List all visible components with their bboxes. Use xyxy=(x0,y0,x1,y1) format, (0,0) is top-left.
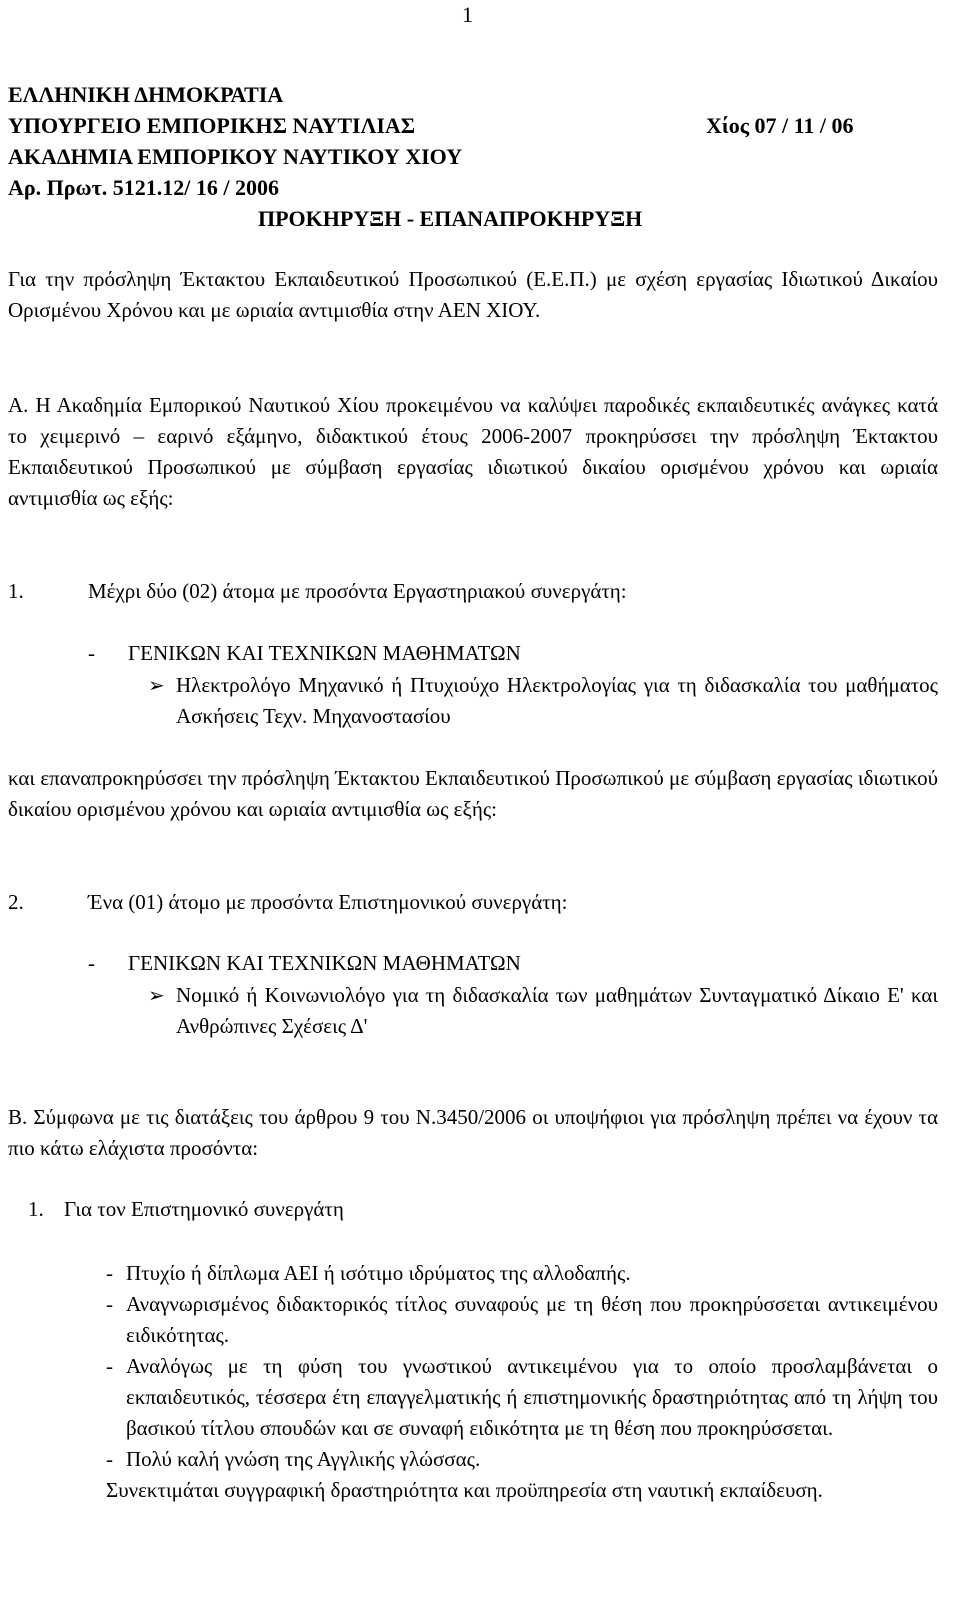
document-date: Χίος 07 / 11 / 06 xyxy=(706,113,854,138)
item-1-category-label: ΓΕΝΙΚΩΝ ΚΑΙ ΤΕΧΝΙΚΩΝ ΜΑΘΗΜΑΤΩΝ xyxy=(128,641,521,665)
requirement-item: - Πτυχίο ή δίπλωμα ΑΕΙ ή ισότιμο ιδρύματος της αλλοδαπής. xyxy=(106,1261,631,1285)
ministry-name: ΥΠΟΥΡΓΕΙΟ ΕΜΠΟΡΙΚΗΣ ΝΑΥΤΙΛΙΑΣ xyxy=(8,113,416,138)
section-a-paragraph: Α. Η Ακαδημία Εμπορικού Ναυτικού Χίου προκειμένου να καλύψει παροδικές εκπαιδευτικές ανάγκες κατά το χειμερινό – εαρινό εξάμηνο, διδακτικού έτους 2006-2007 προκηρύσσει την πρόσληψη Έκτακτου Εκπαιδευτικού Προσωπικού με σύμβαση εργασίας ιδιωτικού δικαίου ορισμένου χρόνου και ωριαία αντιμισθία ως εξής: xyxy=(8,393,938,510)
closing-note: Συνεκτιμάται συγγραφική δραστηριότητα και προϋπηρεσία στη ναυτική εκπαίδευση. xyxy=(106,1478,823,1502)
arrow-bullet-icon: ➢ xyxy=(148,673,165,697)
requirement-text: Πολύ καλή γνώση της Αγγλικής γλώσσας. xyxy=(126,1447,481,1471)
arrow-bullet-icon: ➢ xyxy=(148,983,165,1007)
item-1-number: 1. xyxy=(8,579,24,603)
section-b-paragraph: Β. Σύμφωνα με τις διατάξεις του άρθρου 9 του Ν.3450/2006 οι υποψήφιοι για πρόσληψη πρέπει να έχουν τα πιο κάτω ελάχιστα προσόντα: xyxy=(8,1105,938,1160)
item-2-text: Ένα (01) άτομο με προσόντα Επιστημονικού συνεργάτη: xyxy=(88,890,568,914)
requirement-text: Πτυχίο ή δίπλωμα ΑΕΙ ή ισότιμο ιδρύματος της αλλοδαπής. xyxy=(126,1261,631,1285)
requirement-item: - Αναγνωρισμένος διδακτορικός τίτλος συναφούς με τη θέση που προκηρύσσεται αντικειμένου ειδικότητας. xyxy=(106,1292,938,1347)
item-1-bullet-text: Ηλεκτρολόγο Μηχανικό ή Πτυχιούχο Ηλεκτρολογίας για τη διδασκαλία του μαθήματος Ασκήσεις Τεχν. Μηχανοστασίου xyxy=(176,673,938,728)
subject-paragraph: Για την πρόσληψη Έκτακτου Εκπαιδευτικού Προσωπικού (Ε.Ε.Π.) με σχέση εργασίας Ιδιωτικού Δικαίου Ορισμένου Χρόνου και με ωριαία αντιμισθία στην ΑΕΝ ΧΙΟΥ. xyxy=(8,267,938,322)
item-2-number: 2. xyxy=(8,890,24,914)
protocol-number: Αρ. Πρωτ. 5121.12/ 16 / 2006 xyxy=(8,175,279,200)
header-line-3: ΑΚΑΔΗΜΙΑ ΕΜΠΟΡΙΚΟΥ ΝΑΥΤΙΚΟΥ ΧΙΟΥ xyxy=(8,144,463,169)
requirements-heading-text: Για τον Επιστημονικό συνεργάτη xyxy=(64,1197,344,1221)
re-announce-paragraph: και επαναπροκηρύσσει την πρόσληψη Έκτακτου Εκπαιδευτικού Προσωπικού με σύμβαση εργασίας ιδιωτικού δικαίου ορισμένου χρόνου και ωριαία αντιμισθία ως εξής: xyxy=(8,766,938,821)
requirement-item: - Αναλόγως με τη φύση του γνωστικού αντικειμένου για το οποίο προσλαμβάνεται ο εκπαιδευτικός, τέσσερα έτη επαγγελματικής ή επιστημονικής δραστηριότητας από τη λήψη του βασικού τίτλου σπουδών και σε συναφή ειδικότητα με τη θέση που προκηρύσσεται. xyxy=(106,1354,938,1440)
requirement-text: Αναγνωρισμένος διδακτορικός τίτλος συναφούς με τη θέση που προκηρύσσεται αντικειμένου ειδικότητας. xyxy=(126,1292,938,1347)
requirements-heading-number: 1. xyxy=(28,1197,44,1221)
item-1-bullet xyxy=(148,670,938,732)
item-2-bullet xyxy=(148,980,938,1042)
item-1-text: Μέχρι δύο (02) άτομα με προσόντα Εργαστηριακού συνεργάτη: xyxy=(88,579,627,603)
document-title: ΠΡΟΚΗΡΥΞΗ - ΕΠΑΝΑΠΡΟΚΗΡΥΞΗ xyxy=(258,206,643,231)
header-line-2 xyxy=(8,111,938,141)
requirements-list xyxy=(106,1258,938,1506)
header-line-1: ΕΛΛΗΝΙΚΗ ΔΗΜΟΚΡΑΤΙΑ xyxy=(8,82,284,107)
item-2-category-label: ΓΕΝΙΚΩΝ ΚΑΙ ΤΕΧΝΙΚΩΝ ΜΑΘΗΜΑΤΩΝ xyxy=(128,951,521,975)
requirement-text: Αναλόγως με τη φύση του γνωστικού αντικειμένου για το οποίο προσλαμβάνεται ο εκπαιδευτικός, τέσσερα έτη επαγγελματικής ή επιστημονικής δραστηριότητας από τη λήψη του βασικού τίτλου σπουδών και σε συναφή ειδικότητα με τη θέση που προκηρύσσεται. xyxy=(126,1354,938,1440)
requirement-item: - Πολύ καλή γνώση της Αγγλικής γλώσσας. xyxy=(106,1447,481,1471)
item-2-bullet-text: Νομικό ή Κοινωνιολόγο για τη διδασκαλία των μαθημάτων Συνταγματικό Δίκαιο Ε' και Ανθρώπινες Σχέσεις Δ' xyxy=(176,983,938,1038)
page-number: 1 xyxy=(462,2,473,27)
